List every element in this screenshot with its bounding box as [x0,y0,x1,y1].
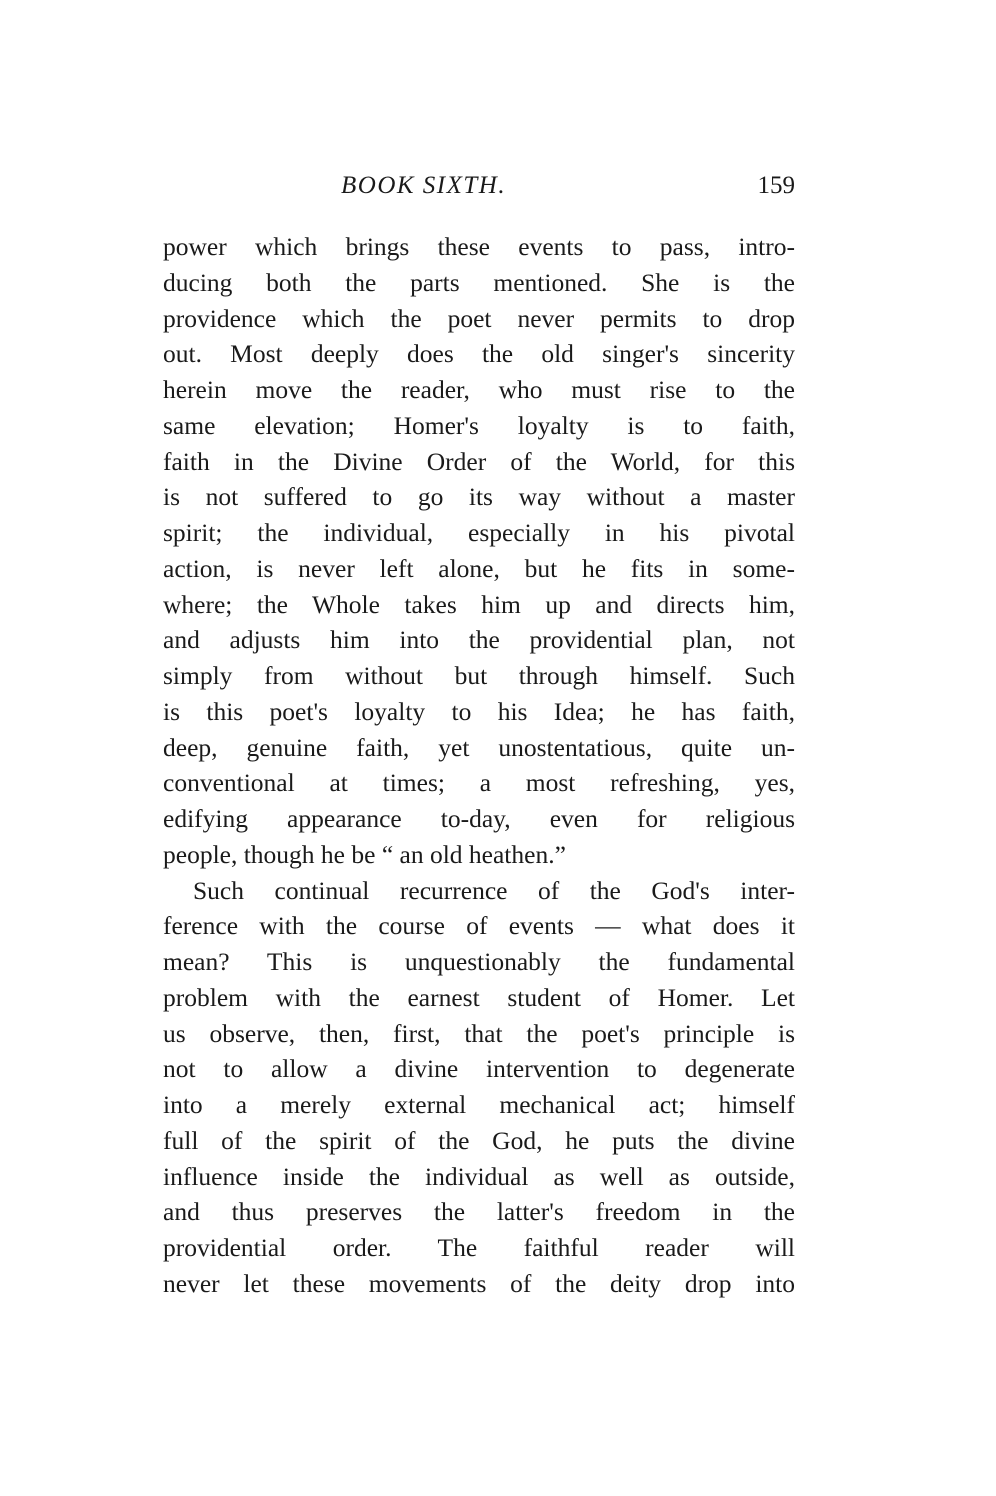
text-line: faith in the Divine Order of the World, for this [163,446,795,476]
text-line: same elevation; Homer's loyalty is to faith, [163,410,795,440]
text-line: problem with the earnest student of Homer. Let [163,982,795,1012]
text-line: power which brings these events to pass, intro- [163,232,795,261]
text-line: simply from without but through himself. Such [163,661,795,690]
text-line: providential order. The faithful reader will [163,1233,795,1262]
text-line: and thus preserves the latter's freedom in the [163,1197,795,1227]
body-text [163,229,795,1302]
text-line: not to allow a divine intervention to degenerate [163,1054,795,1084]
text-line: Such continual recurrence of the God's inter- [193,875,795,905]
paragraph-2 [163,873,795,1302]
text-line: and adjusts him into the providential plan, not [163,625,795,655]
page-number: 159 [757,172,795,199]
running-head: BOOK SIXTH. [341,172,507,199]
paragraph-1 [163,229,795,873]
text-line: action, is never left alone, but he fits in some- [163,553,795,583]
text-line: into a merely external mechanical act; himself [163,1090,795,1119]
text-line: where; the Whole takes him up and directs him, [163,589,795,619]
text-line: edifying appearance to-day, even for religious [163,804,795,833]
text-line: providence which the poet never permits to drop [163,303,795,333]
text-line: never let these movements of the deity drop into [163,1268,795,1298]
text-line: mean? This is unquestionably the fundamental [163,947,795,976]
text-line: full of the spirit of the God, he puts the divine [163,1125,795,1155]
text-line: herein move the reader, who must rise to the [163,375,795,404]
text-line: conventional at times; a most refreshing, yes, [163,768,795,798]
text-line: is this poet's loyalty to his Idea; he has faith, [163,696,795,726]
text-line: influence inside the individual as well as outside, [163,1161,795,1191]
text-line: spirit; the individual, especially in his pivotal [163,518,795,547]
text-line: people, though he be “ an old heathen.” [163,839,566,869]
text-line: ducing both the parts mentioned. She is the [163,267,795,297]
text-line: us observe, then, first, that the poet's principle is [163,1018,795,1048]
text-line: deep, genuine faith, yet unostentatious, quite un- [163,732,795,762]
text-line: ference with the course of events — what does it [163,911,795,941]
text-line: out. Most deeply does the old singer's sincerity [163,339,795,369]
page-header [163,172,795,208]
text-line: is not suffered to go its way without a master [163,482,795,512]
